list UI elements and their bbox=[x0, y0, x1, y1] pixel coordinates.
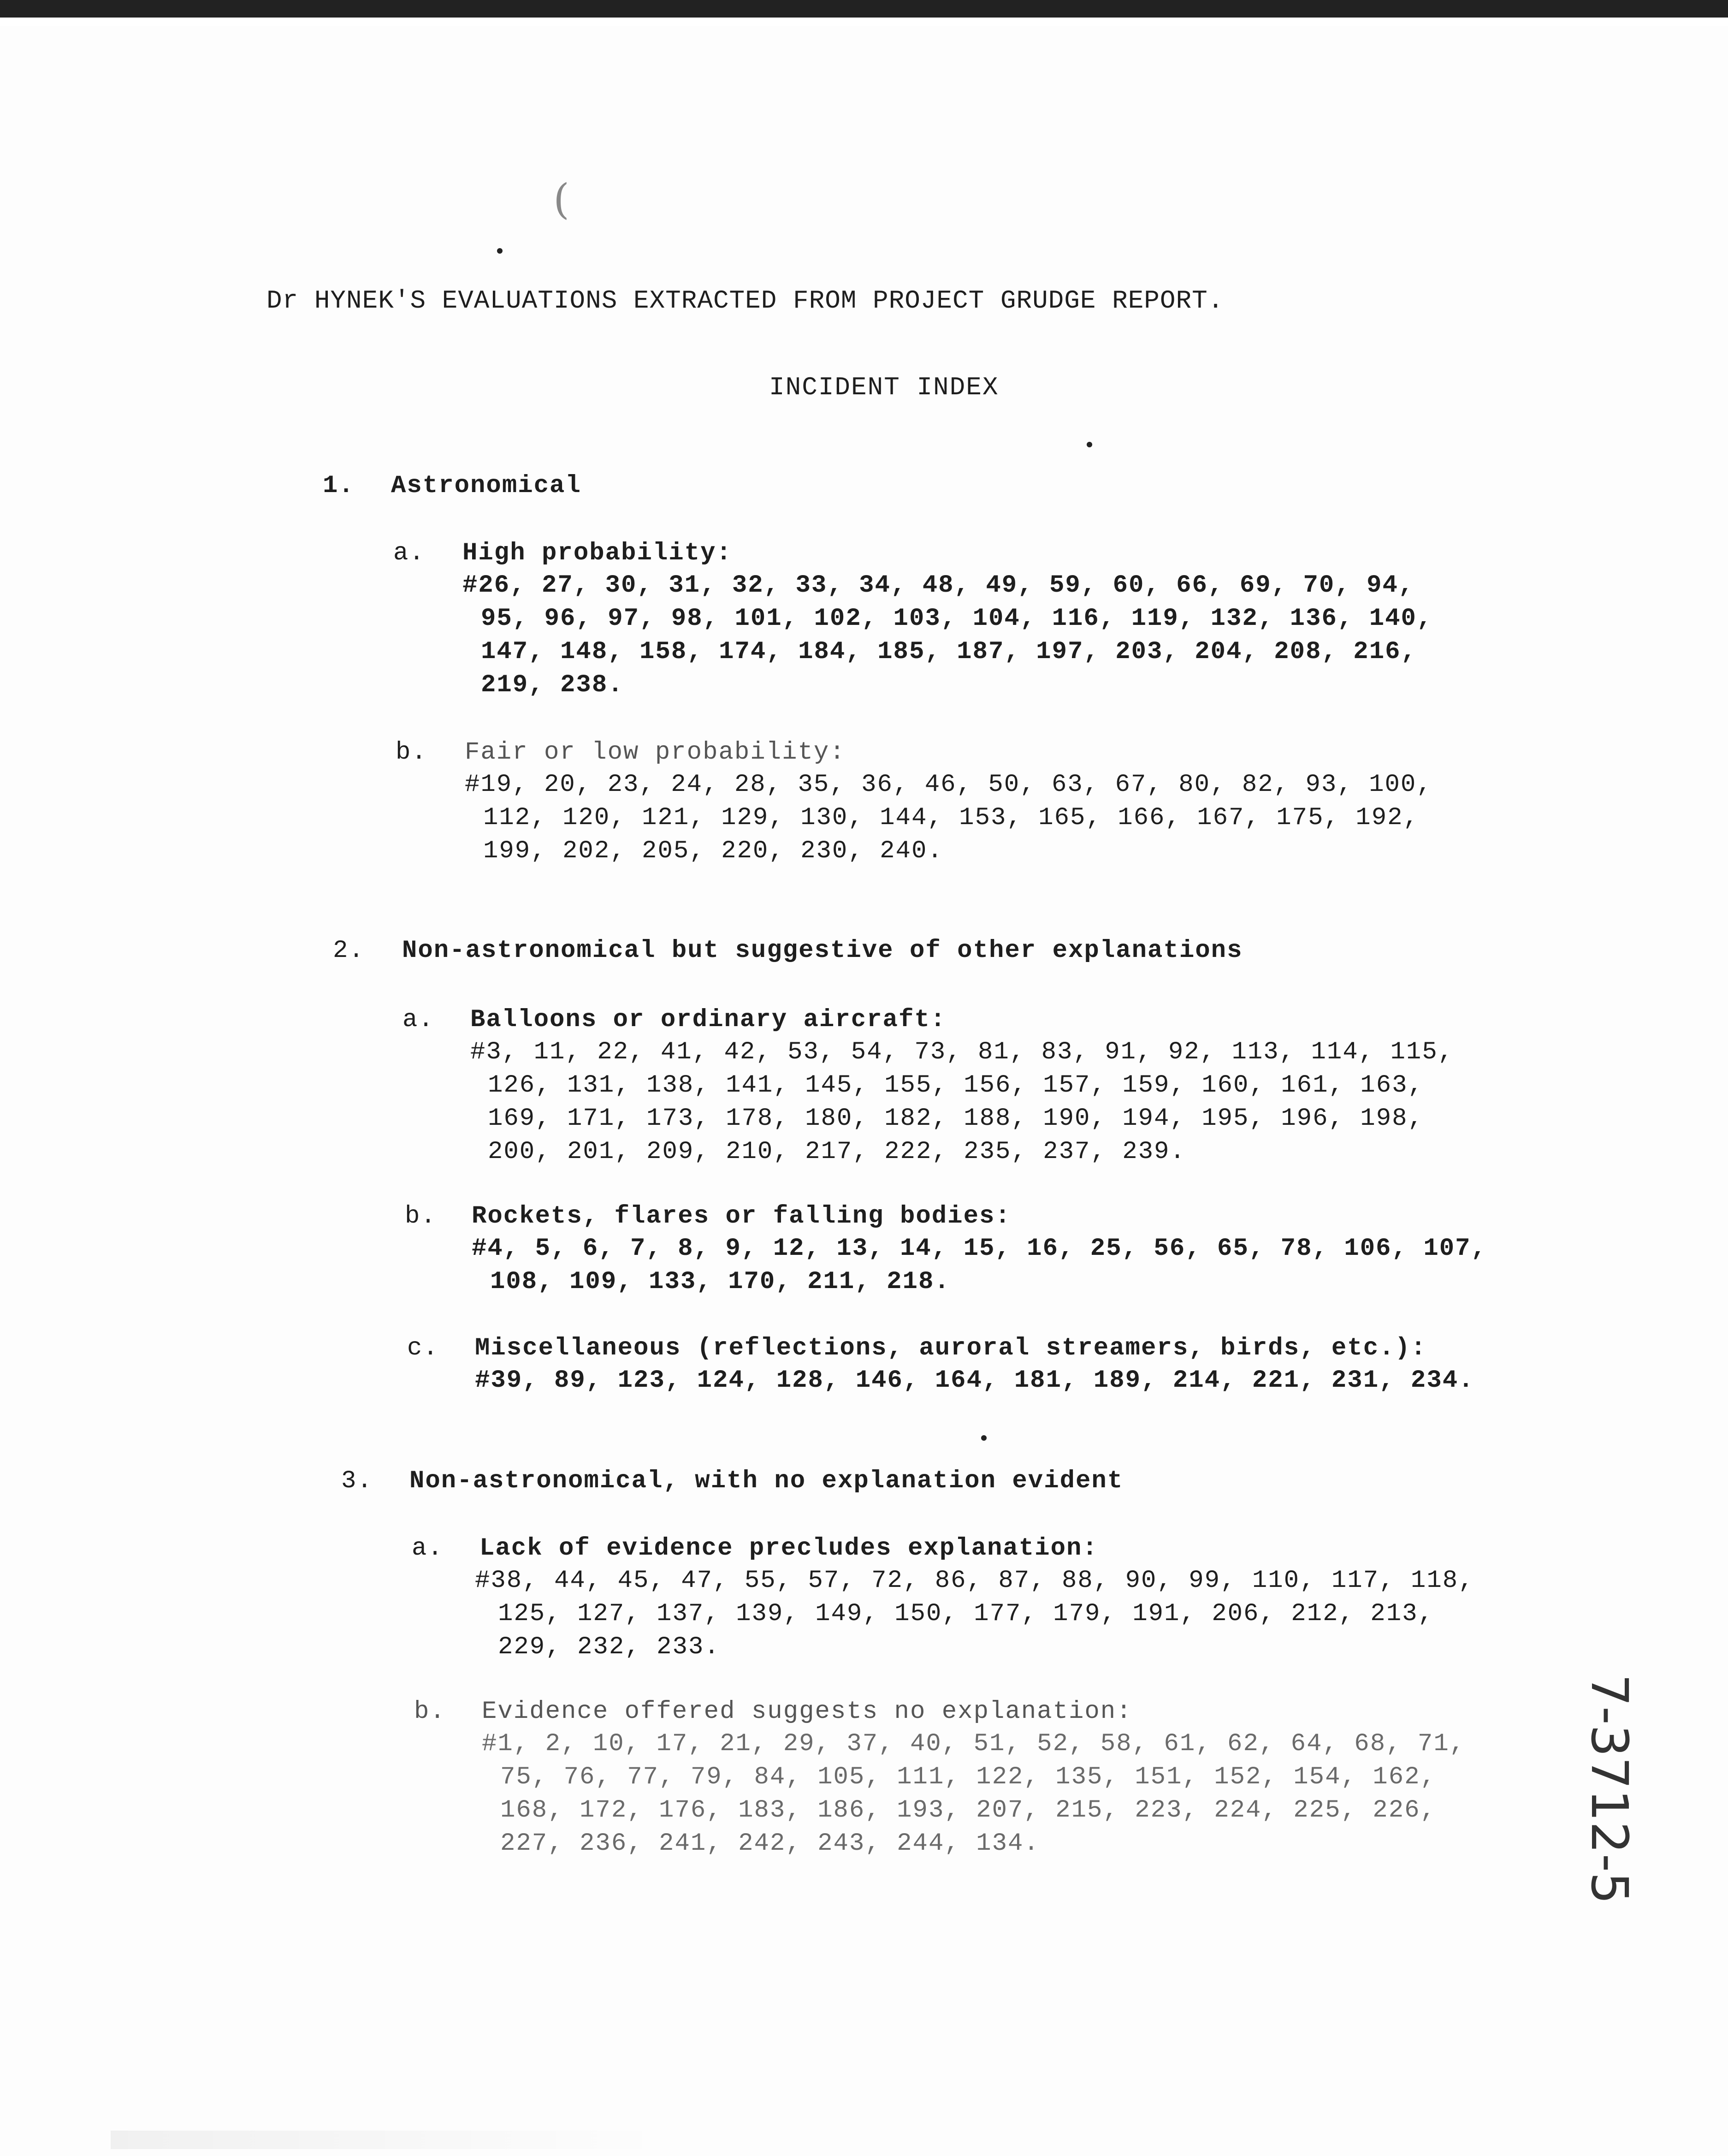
item-1a-line: 95, 96, 97, 98, 101, 102, 103, 104, 116, 119, 132, 136, 140, bbox=[481, 605, 1433, 633]
item-3a-line: 125, 127, 137, 139, 149, 150, 177, 179, 191, 206, 212, 213, bbox=[498, 1600, 1434, 1628]
item-1a-line: 147, 148, 158, 174, 184, 185, 187, 197, 203, 204, 208, 216, bbox=[481, 638, 1417, 666]
item-1a-letter: a. bbox=[393, 539, 425, 567]
item-2b-label: Rockets, flares or falling bodies: bbox=[472, 1202, 1011, 1230]
item-2b-line: 108, 109, 133, 170, 211, 218. bbox=[490, 1268, 950, 1296]
item-2c-line: #39, 89, 123, 124, 128, 146, 164, 181, 189, 214, 221, 231, 234. bbox=[475, 1366, 1474, 1395]
item-3a-letter: a. bbox=[412, 1534, 444, 1562]
section-1-number: 1. bbox=[323, 472, 355, 500]
item-2a-line: 169, 171, 173, 178, 180, 182, 188, 190, 194, 195, 196, 198, bbox=[488, 1105, 1424, 1133]
item-1a-line: 219, 238. bbox=[481, 671, 624, 699]
item-3b-line: #1, 2, 10, 17, 21, 29, 37, 40, 51, 52, 58, 61, 62, 64, 68, 71, bbox=[482, 1730, 1466, 1758]
item-3b-label: Evidence offered suggests no explanation: bbox=[482, 1698, 1132, 1726]
scan-top-border bbox=[0, 0, 1728, 18]
item-3b-line: 75, 76, 77, 79, 84, 105, 111, 122, 135, 151, 152, 154, 162, bbox=[500, 1763, 1436, 1791]
section-1-heading: Astronomical bbox=[391, 472, 581, 500]
item-1b-line: 112, 120, 121, 129, 130, 144, 153, 165, 166, 167, 175, 192, bbox=[483, 804, 1419, 832]
section-2-number: 2. bbox=[333, 937, 365, 965]
item-1b-line: 199, 202, 205, 220, 230, 240. bbox=[483, 837, 943, 865]
handwritten-margin-note: 7-3712-5 bbox=[1580, 1674, 1639, 1905]
item-3b-line: 168, 172, 176, 183, 186, 193, 207, 215, 223, 224, 225, 226, bbox=[500, 1796, 1436, 1824]
item-2a-line: 200, 201, 209, 210, 217, 222, 235, 237, 239. bbox=[488, 1138, 1186, 1166]
scan-top-gap bbox=[0, 18, 1728, 26]
stray-dot bbox=[981, 1435, 987, 1441]
section-3-number: 3. bbox=[341, 1467, 373, 1495]
item-2a-line: 126, 131, 138, 141, 145, 155, 156, 157, 159, 160, 161, 163, bbox=[488, 1071, 1424, 1099]
stray-dot bbox=[1087, 442, 1092, 447]
stray-dot bbox=[497, 248, 503, 254]
item-1b-line: #19, 20, 23, 24, 28, 35, 36, 46, 50, 63, 67, 80, 82, 93, 100, bbox=[465, 771, 1432, 799]
item-3a-line: 229, 232, 233. bbox=[498, 1633, 720, 1661]
document-title: Dr HYNEK'S EVALUATIONS EXTRACTED FROM PROJECT GRUDGE REPORT. bbox=[266, 286, 1224, 315]
item-3a-line: #38, 44, 45, 47, 55, 57, 72, 86, 87, 88, 90, 99, 110, 117, 118, bbox=[475, 1567, 1474, 1595]
item-1a-line: #26, 27, 30, 31, 32, 33, 34, 48, 49, 59, 60, 66, 69, 70, 94, bbox=[462, 571, 1414, 600]
item-2a-label: Balloons or ordinary aircraft: bbox=[470, 1006, 947, 1034]
document-subtitle: INCIDENT INDEX bbox=[769, 373, 999, 402]
item-2c-label: Miscellaneous (reflections, auroral streamers, birds, etc.): bbox=[475, 1334, 1427, 1362]
item-1a-label: High probability: bbox=[462, 539, 732, 567]
item-2b-line: #4, 5, 6, 7, 8, 9, 12, 13, 14, 15, 16, 25, 56, 65, 78, 106, 107, bbox=[472, 1235, 1487, 1263]
stray-mark: ( bbox=[553, 175, 570, 224]
section-2-heading: Non-astronomical but suggestive of other explanations bbox=[402, 937, 1243, 965]
item-1b-label: Fair or low probability: bbox=[465, 738, 846, 766]
item-2a-letter: a. bbox=[402, 1006, 434, 1034]
section-3-heading: Non-astronomical, with no explanation evident bbox=[409, 1467, 1124, 1495]
item-3b-letter: b. bbox=[414, 1698, 446, 1726]
item-3a-label: Lack of evidence precludes explanation: bbox=[479, 1534, 1098, 1562]
scan-smudge bbox=[111, 2131, 664, 2149]
item-2a-line: #3, 11, 22, 41, 42, 53, 54, 73, 81, 83, 91, 92, 113, 114, 115, bbox=[470, 1038, 1454, 1066]
item-2c-letter: c. bbox=[407, 1334, 439, 1362]
item-3b-line: 227, 236, 241, 242, 243, 244, 134. bbox=[500, 1829, 1040, 1858]
item-2b-letter: b. bbox=[405, 1202, 437, 1230]
item-1b-letter: b. bbox=[396, 738, 427, 766]
